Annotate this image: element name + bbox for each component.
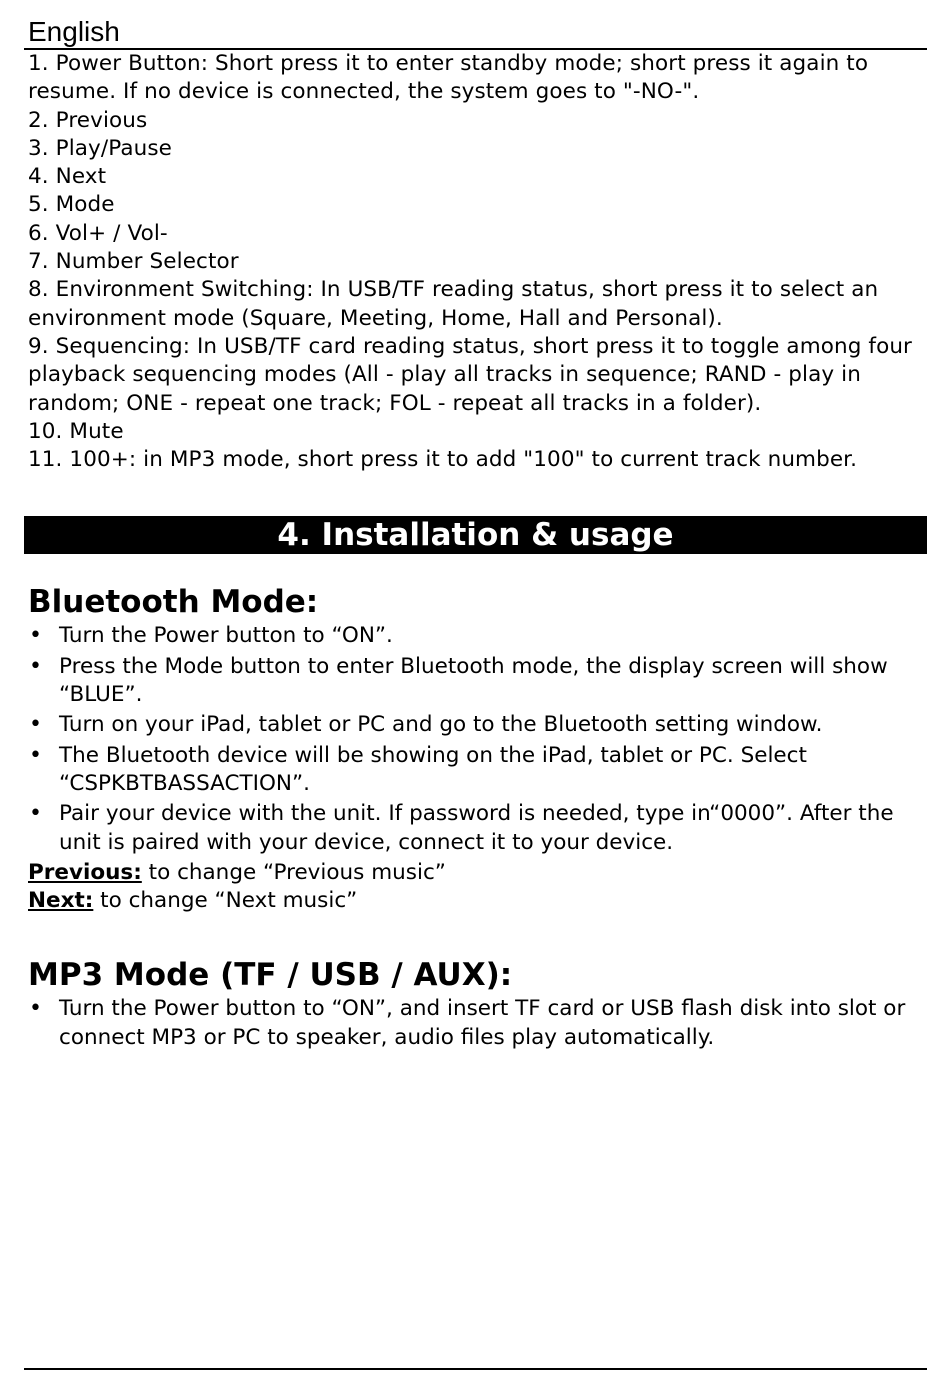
controls-list: [24, 50, 927, 474]
manual-page: [24, 0, 927, 1054]
bullet-icon: •: [29, 623, 42, 649]
bluetooth-mode-heading: Bluetooth Mode:: [28, 584, 319, 621]
controls-item-sequencing: 9. Sequencing: In USB/TF card reading status, short press it to toggle among four playback sequencing modes (All - play all tracks in sequence; RAND - play in random; ONE - repeat one track; FOL - repeat all tracks in a folder).: [28, 333, 912, 416]
previous-note: [24, 859, 927, 887]
next-note: [24, 887, 927, 915]
controls-item-number-selector: 7. Number Selector: [28, 249, 239, 275]
bluetooth-step-text: Turn the Power button to “ON”.: [59, 623, 393, 649]
mp3-mode-heading: MP3 Mode (TF / USB / AUX):: [28, 957, 513, 994]
controls-item-mute: 10. Mute: [28, 418, 124, 444]
controls-item-mode: 5. Mode: [28, 192, 115, 218]
bullet-icon: •: [29, 996, 42, 1022]
bullet-icon: •: [29, 653, 42, 679]
bluetooth-step: [24, 622, 927, 650]
bluetooth-step: [24, 800, 927, 857]
mp3-step: [24, 995, 927, 1052]
previous-key-label: Previous:: [28, 859, 142, 885]
bluetooth-step: [24, 711, 927, 739]
bullet-icon: •: [29, 801, 42, 827]
mp3-steps-list: [24, 995, 927, 1052]
bullet-icon: •: [29, 742, 42, 768]
bullet-icon: •: [29, 712, 42, 738]
language-label: English: [24, 0, 927, 50]
bluetooth-step-text: Pair your device with the unit. If password is needed, type in“0000”. After the unit is paired with your device, connect it to your device.: [59, 801, 894, 855]
bluetooth-steps-list: [24, 622, 927, 856]
bluetooth-step: [24, 742, 927, 799]
controls-item-previous: 2. Previous: [28, 107, 148, 133]
bluetooth-step-text: Press the Mode button to enter Bluetooth mode, the display screen will show “BLUE”.: [59, 653, 888, 708]
bluetooth-step: [24, 653, 927, 710]
next-key-label: Next:: [28, 888, 94, 914]
controls-item-volume: 6. Vol+ / Vol-: [28, 220, 168, 246]
previous-note-text: to change “Previous music”: [141, 859, 446, 885]
controls-item-environment: 8. Environment Switching: In USB/TF reading status, short press it to select an environment mode (Square, Meeting, Home, Hall and Personal).: [28, 277, 879, 331]
controls-item-play-pause: 3. Play/Pause: [28, 135, 172, 161]
bluetooth-step-text: The Bluetooth device will be showing on the iPad, tablet or PC. Select “CSPKBTBASSACTION”.: [59, 742, 807, 796]
next-note-text: to change “Next music”: [93, 888, 358, 914]
controls-item-power: 1. Power Button: Short press it to enter standby mode; short press it again to resume. If no device is connected, the system goes to "-NO-".: [28, 51, 869, 105]
bluetooth-step-text: Turn on your iPad, tablet or PC and go to the Bluetooth setting window.: [59, 712, 823, 738]
controls-item-next: 4. Next: [28, 164, 107, 190]
section-title-bar: 4. Installation & usage: [24, 516, 927, 554]
mp3-step-text: Turn the Power button to “ON”, and insert TF card or USB flash disk into slot or connect MP3 or PC to speaker, audio files play automatically.: [59, 996, 906, 1050]
footer-divider: [24, 1368, 927, 1370]
controls-item-100-plus: 11. 100+: in MP3 mode, short press it to add "100" to current track number.: [28, 447, 858, 473]
